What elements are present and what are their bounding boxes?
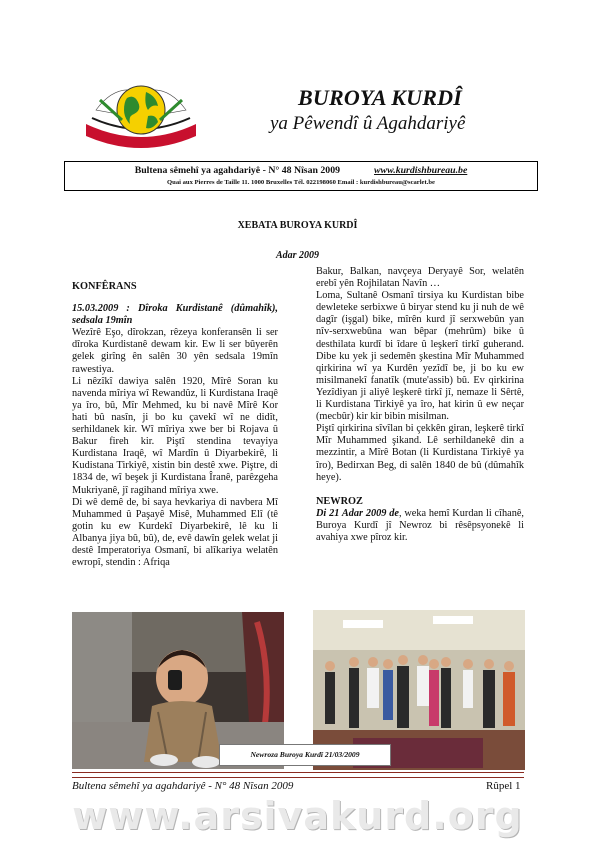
paragraph: Di wê demê de, bi saya hevkariya di navbera Mî Muhammed û Paşayê Misê, Muhammed Elî (tê gotin ku ew Kurdekî Diyarbekirê, lê ku li Albanya jiya bû, bû), de, evê dawîn gelek welat ji destê Imperatoriya Osmanî, bi alîkariya welatên ewropî, stendin : Afriqa	[72, 496, 278, 569]
left-column	[72, 281, 278, 569]
conference-date-heading: 15.03.2009 : Dîroka Kurdistanê (dûmahîk), sedsala 19mîn	[72, 303, 278, 327]
bureau-logo	[82, 80, 200, 148]
newroz-lead: Di 21 Adar 2009 de	[316, 507, 399, 519]
paragraph: Li nêzîkî dawiya salên 1920, Mîrê Soran ku navenda mîriya wî Rewandûz, li Kurdistana Iraqê ya îro, bû, Mîr Mehmed, ku bi navê Mîrê Kor hati bû nasîn, ji bo ku çavekî wî ne didît, serhildanek kir. Wî mîriya xwe ber bi Rojava û Bakur fireh kir. Piştî stendina tevayiya Kurdistana Iraqê, wî Mardîn û Diyarbekirê, li Kudistana Tirkiyê, xistin bin destê xwe. Piştre, di 1834 de, wî beşek ji Kurdistana Îranê, parêzgeha Mukriyanê, jî ragihand mîriya xwe.	[72, 375, 278, 496]
newroz-paragraph	[316, 508, 524, 544]
paragraph: Loma, Sultanê Osmanî tirsiya ku Kurdistan bibe dewleteke serbixwe û biryar stend ku ji nuh de wê dagîr (işgal) bike, mîrên kurd jî serxwebûn yan nîv-serxwebûna wan bêpar (mehrûm) bike û desthilata kurdî bi îdare û leşkerî tirkî guherand. Dibe ku yek ji sedemên şkestina Mîr Muhammed qirkirina wî ya Kurdên yezîdî be, ji bo ku ew misilmanekî fanatîk (mute'assib) bû. Ev qirkirina Yezîdiyan ji aliyê leşkerê tirkî jî, nemaze li Sêrtê, li Kurdistana Tirkiyê ya îro, hat kirin û ew neçar (mecbûr) kir kir bibin misilman.	[316, 290, 524, 423]
header-title: BUROYA KURDÎ	[298, 85, 462, 110]
header-subtitle: ya Pêwendî û Agahdariyê	[270, 113, 466, 134]
section-date: Adar 2009	[275, 250, 320, 261]
newroz-text: , weka hemî Kurdan li cîhanê, Buroya Kurdî jî Newroz bi rêsêpsyonekê li avahiya xwe pîroz kir.	[316, 507, 524, 543]
right-column	[316, 266, 524, 544]
bulletin-issue: Bultena sêmehî ya agahdariyê - N° 48 Nîsan 2009	[134, 165, 341, 176]
website-link[interactable]: www.kurdishbureau.be	[374, 165, 468, 176]
footer-divider	[72, 772, 524, 778]
footer-bulletin: Bultena sêmehî ya agahdariyê - N° 48 Nîsan 2009	[72, 780, 294, 792]
paragraph: Wezîrê Eşo, dîrokzan, rêzeya konferansên li ser dîroka Kurdistanê dewam kir. Ew li ser bûyerên gelek girîng ên salên 30 yên sedsala 19mîn rawestiya.	[72, 327, 278, 375]
paragraph: Bakur, Balkan, navçeya Deryayê Sor, welatên erebî yên Rojhilatan Navîn …	[316, 266, 524, 290]
page-number: Rûpel 1	[486, 780, 521, 792]
paragraph: Piştî qirkirina sîvîlan bi çekkên giran, leşkerê tirkî Mîr Muhammed şikand. Lê serhildanekê din a mezzintir, a Mîrê Botan (li Kurdistana Tirkiyê ya îro), Bedirxan Beg, di salên 1840 de bû (dûmahîk heye).	[316, 423, 524, 483]
section-title: XEBATA BUROYA KURDÎ	[237, 220, 358, 231]
address-line: Quai aux Pierres de Taille 11. 1000 Bruxelles Tél. 022198060 Email : kurdishbureau@scarlet.be	[167, 179, 435, 186]
bulletin-info-box	[64, 161, 538, 191]
photo-caption: Newroza Buroya Kurdî 21/03/2009	[219, 744, 391, 766]
conference-heading: KONFÊRANS	[72, 281, 137, 292]
newroz-heading: NEWROZ	[316, 495, 363, 507]
watermark: www.arsivakurd.org	[72, 794, 523, 838]
